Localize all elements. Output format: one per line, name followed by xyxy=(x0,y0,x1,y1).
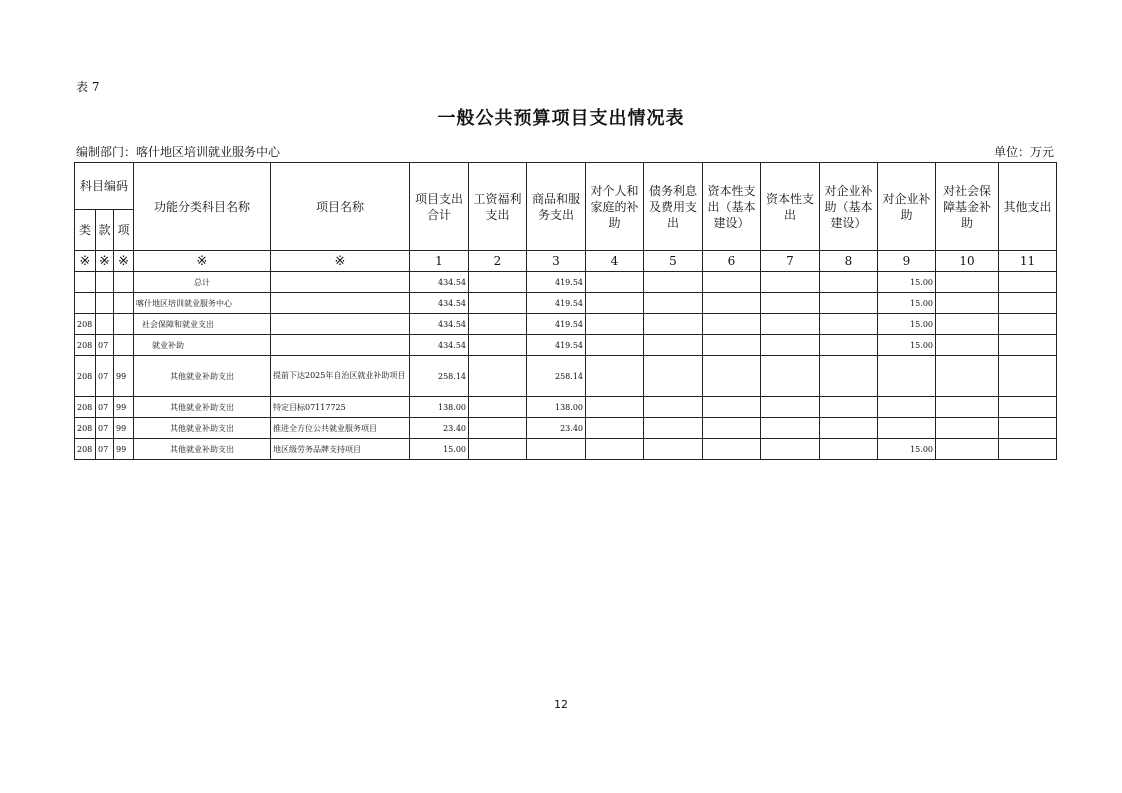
cell-capital xyxy=(761,293,820,314)
cell-capital-base xyxy=(703,314,761,335)
cell-personal xyxy=(586,439,644,460)
cell-capital xyxy=(761,272,820,293)
header-capital-base: 资本性支出（基本建设） xyxy=(703,163,761,251)
cell-debt xyxy=(644,335,703,356)
header-function-name: 功能分类科目名称 xyxy=(134,163,271,251)
table-row xyxy=(75,335,1057,356)
index-col: 1 xyxy=(410,251,469,272)
cell-other xyxy=(999,356,1057,397)
cell-salary xyxy=(469,439,527,460)
cell-total: 434.54 xyxy=(410,335,469,356)
index-col: 11 xyxy=(999,251,1057,272)
header-total: 项目支出合计 xyxy=(410,163,469,251)
cell-kuan: 07 xyxy=(96,418,114,439)
cell-salary xyxy=(469,272,527,293)
cell-other xyxy=(999,314,1057,335)
cell-debt xyxy=(644,293,703,314)
cell-lei xyxy=(75,272,96,293)
budget-table xyxy=(74,162,1057,460)
cell-enterprise xyxy=(878,418,936,439)
table-row xyxy=(75,439,1057,460)
cell-lei xyxy=(75,293,96,314)
unit-label: 单位：万元 xyxy=(993,145,1054,159)
cell-salary xyxy=(469,335,527,356)
cell-enterprise xyxy=(878,397,936,418)
cell-capital-base xyxy=(703,293,761,314)
cell-other xyxy=(999,293,1057,314)
cell-goods: 23.40 xyxy=(527,418,586,439)
cell-capital-base xyxy=(703,272,761,293)
cell-lei: 208 xyxy=(75,356,96,397)
index-col: 10 xyxy=(936,251,999,272)
cell-capital-base xyxy=(703,439,761,460)
cell-kuan xyxy=(96,272,114,293)
cell-lei: 208 xyxy=(75,335,96,356)
index-col: 6 xyxy=(703,251,761,272)
cell-kuan xyxy=(96,293,114,314)
header-personal: 对个人和家庭的补助 xyxy=(586,163,644,251)
cell-other xyxy=(999,418,1057,439)
index-mark: ※ xyxy=(134,251,271,272)
index-col: 3 xyxy=(527,251,586,272)
cell-enterprise-base xyxy=(820,397,878,418)
cell-xiang: 99 xyxy=(114,356,134,397)
cell-function-name: 其他就业补助支出 xyxy=(134,397,271,418)
header-enterprise-base: 对企业补助（基本建设） xyxy=(820,163,878,251)
cell-social xyxy=(936,356,999,397)
cell-function-name: 喀什地区培训就业服务中心 xyxy=(134,293,271,314)
index-col: 4 xyxy=(586,251,644,272)
cell-lei: 208 xyxy=(75,397,96,418)
cell-capital xyxy=(761,439,820,460)
cell-enterprise-base xyxy=(820,356,878,397)
index-mark: ※ xyxy=(114,251,134,272)
cell-social xyxy=(936,314,999,335)
cell-debt xyxy=(644,314,703,335)
cell-xiang: 99 xyxy=(114,439,134,460)
cell-enterprise: 15.00 xyxy=(878,314,936,335)
table-row xyxy=(75,397,1057,418)
cell-kuan: 07 xyxy=(96,439,114,460)
page-number: 12 xyxy=(554,698,568,711)
index-col: 7 xyxy=(761,251,820,272)
cell-capital xyxy=(761,314,820,335)
cell-salary xyxy=(469,293,527,314)
cell-project-name xyxy=(271,272,410,293)
index-mark: ※ xyxy=(271,251,410,272)
cell-personal xyxy=(586,293,644,314)
cell-personal xyxy=(586,272,644,293)
cell-goods xyxy=(527,439,586,460)
cell-xiang xyxy=(114,335,134,356)
cell-personal xyxy=(586,335,644,356)
header-debt: 债务利息及费用支出 xyxy=(644,163,703,251)
cell-social xyxy=(936,272,999,293)
cell-function-name: 其他就业补助支出 xyxy=(134,356,271,397)
cell-function-name: 其他就业补助支出 xyxy=(134,439,271,460)
cell-function-name: 总计 xyxy=(134,272,271,293)
cell-goods: 138.00 xyxy=(527,397,586,418)
cell-capital-base xyxy=(703,356,761,397)
cell-total: 15.00 xyxy=(410,439,469,460)
cell-social xyxy=(936,439,999,460)
cell-personal xyxy=(586,314,644,335)
cell-salary xyxy=(469,314,527,335)
cell-project-name xyxy=(271,293,410,314)
cell-debt xyxy=(644,397,703,418)
cell-enterprise: 15.00 xyxy=(878,272,936,293)
header-kuan: 款 xyxy=(96,210,114,251)
cell-project-name: 特定目标07117725 xyxy=(271,397,410,418)
cell-debt xyxy=(644,439,703,460)
cell-lei: 208 xyxy=(75,314,96,335)
cell-personal xyxy=(586,356,644,397)
cell-project-name: 提前下达2025年自治区就业补助项目 xyxy=(271,356,410,397)
cell-project-name: 推进全方位公共就业服务项目 xyxy=(271,418,410,439)
cell-project-name: 地区级劳务品牌支持项目 xyxy=(271,439,410,460)
cell-project-name xyxy=(271,335,410,356)
cell-kuan xyxy=(96,314,114,335)
cell-xiang xyxy=(114,272,134,293)
cell-goods: 258.14 xyxy=(527,356,586,397)
cell-enterprise-base xyxy=(820,335,878,356)
header-project-name: 项目名称 xyxy=(271,163,410,251)
cell-function-name: 社会保障和就业支出 xyxy=(134,314,271,335)
cell-salary xyxy=(469,356,527,397)
cell-enterprise-base xyxy=(820,293,878,314)
index-row xyxy=(75,251,1057,272)
table-row xyxy=(75,314,1057,335)
cell-other xyxy=(999,397,1057,418)
cell-xiang: 99 xyxy=(114,418,134,439)
cell-total: 138.00 xyxy=(410,397,469,418)
cell-goods: 419.54 xyxy=(527,272,586,293)
cell-capital-base xyxy=(703,418,761,439)
cell-lei: 208 xyxy=(75,418,96,439)
cell-enterprise xyxy=(878,356,936,397)
table-row xyxy=(75,272,1057,293)
cell-lei: 208 xyxy=(75,439,96,460)
index-col: 9 xyxy=(878,251,936,272)
cell-enterprise: 15.00 xyxy=(878,335,936,356)
header-salary: 工资福利支出 xyxy=(469,163,527,251)
header-xiang: 项 xyxy=(114,210,134,251)
cell-personal xyxy=(586,397,644,418)
cell-debt xyxy=(644,356,703,397)
cell-enterprise-base xyxy=(820,272,878,293)
cell-enterprise: 15.00 xyxy=(878,293,936,314)
cell-total: 258.14 xyxy=(410,356,469,397)
cell-total: 434.54 xyxy=(410,272,469,293)
table-row xyxy=(75,418,1057,439)
cell-kuan: 07 xyxy=(96,335,114,356)
cell-other xyxy=(999,439,1057,460)
cell-social xyxy=(936,418,999,439)
cell-goods: 419.54 xyxy=(527,293,586,314)
cell-enterprise-base xyxy=(820,314,878,335)
page-title: 一般公共预算项目支出情况表 xyxy=(437,108,685,129)
cell-total: 434.54 xyxy=(410,314,469,335)
cell-salary xyxy=(469,397,527,418)
cell-debt xyxy=(644,272,703,293)
cell-enterprise-base xyxy=(820,439,878,460)
cell-other xyxy=(999,272,1057,293)
index-col: 8 xyxy=(820,251,878,272)
cell-debt xyxy=(644,418,703,439)
header-capital: 资本性支出 xyxy=(761,163,820,251)
cell-social xyxy=(936,397,999,418)
cell-enterprise-base xyxy=(820,418,878,439)
department-label: 编制部门：喀什地区培训就业服务中心 xyxy=(76,145,281,159)
cell-goods: 419.54 xyxy=(527,335,586,356)
cell-function-name: 其他就业补助支出 xyxy=(134,418,271,439)
cell-total: 23.40 xyxy=(410,418,469,439)
cell-capital xyxy=(761,356,820,397)
cell-function-name: 就业补助 xyxy=(134,335,271,356)
cell-project-name xyxy=(271,314,410,335)
cell-personal xyxy=(586,418,644,439)
index-col: 2 xyxy=(469,251,527,272)
table-row xyxy=(75,293,1057,314)
table-number: 表 7 xyxy=(76,80,100,94)
cell-capital xyxy=(761,397,820,418)
cell-capital-base xyxy=(703,397,761,418)
index-col: 5 xyxy=(644,251,703,272)
cell-capital-base xyxy=(703,335,761,356)
header-goods: 商品和服务支出 xyxy=(527,163,586,251)
cell-social xyxy=(936,293,999,314)
cell-social xyxy=(936,335,999,356)
header-lei: 类 xyxy=(75,210,96,251)
header-subject-code: 科目编码 xyxy=(75,163,134,210)
cell-salary xyxy=(469,418,527,439)
header-enterprise: 对企业补助 xyxy=(878,163,936,251)
header-other: 其他支出 xyxy=(999,163,1057,251)
cell-capital xyxy=(761,418,820,439)
index-mark: ※ xyxy=(96,251,114,272)
header-social: 对社会保障基金补助 xyxy=(936,163,999,251)
cell-goods: 419.54 xyxy=(527,314,586,335)
cell-xiang xyxy=(114,314,134,335)
cell-total: 434.54 xyxy=(410,293,469,314)
index-mark: ※ xyxy=(75,251,96,272)
cell-other xyxy=(999,335,1057,356)
cell-enterprise: 15.00 xyxy=(878,439,936,460)
cell-xiang: 99 xyxy=(114,397,134,418)
cell-kuan: 07 xyxy=(96,397,114,418)
cell-xiang xyxy=(114,293,134,314)
cell-kuan: 07 xyxy=(96,356,114,397)
cell-capital xyxy=(761,335,820,356)
table-row xyxy=(75,356,1057,397)
